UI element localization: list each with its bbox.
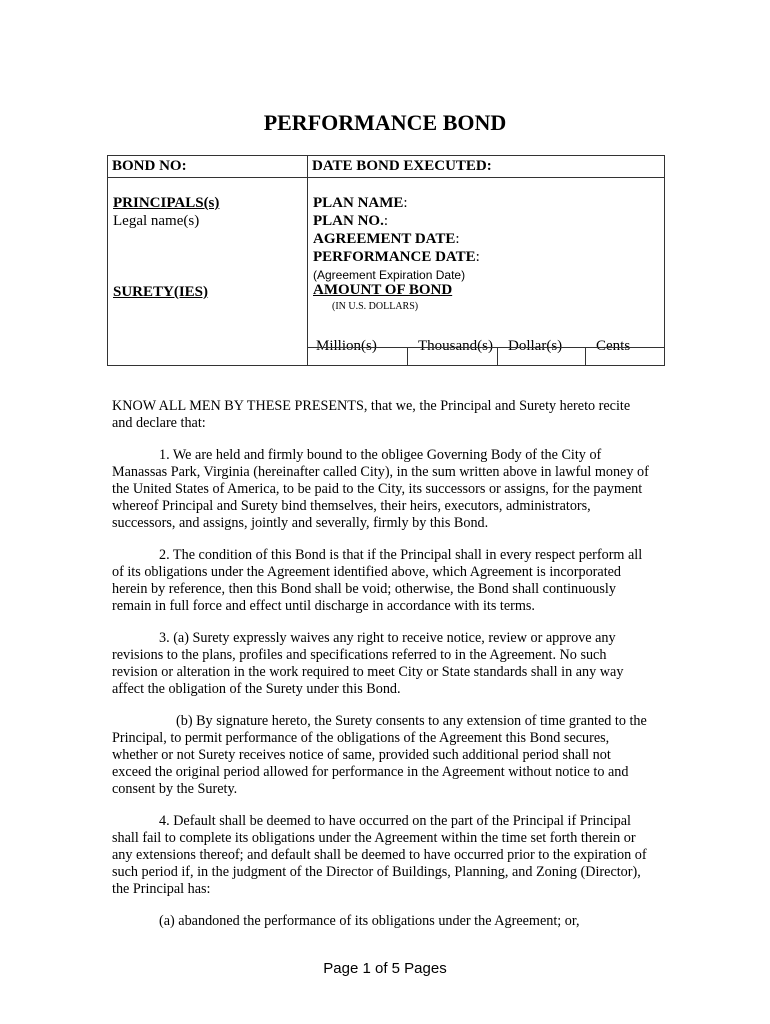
document-title: PERFORMANCE BOND bbox=[263, 110, 507, 135]
cents-label: Cents bbox=[596, 338, 631, 354]
plan-no-label: PLAN NO. bbox=[313, 213, 384, 229]
parties-cell bbox=[108, 178, 308, 366]
agreement-date-line bbox=[313, 231, 460, 248]
paragraph-3a: 3. (a) Surety expressly waives any right to receive notice, review or approve any revisions to the plans, profiles and specifications referred to in the Agreement. No such revision or alteration in the work required to meet City or State standards shall in any way affect the obligation of the Surety under this Bond. bbox=[112, 630, 624, 697]
expiration-note: (Agreement Expiration Date) bbox=[313, 268, 466, 282]
plan-name-label: PLAN NAME bbox=[313, 195, 404, 211]
agreement-date-colon: : bbox=[455, 231, 460, 247]
principals-label: PRINCIPALS(s) bbox=[113, 195, 220, 211]
plan-name-line bbox=[313, 195, 408, 212]
paragraph-3b: (b) By signature hereto, the Surety consents to any extension of time granted to the Principal, to permit performance of the obligations of the Agreement this Bond secures, whether or not Surety receives notice of same, provided such additional period shall not exceed the original period allowed for performance in the Agreement without notice to and consent by the Surety. bbox=[112, 713, 647, 797]
performance-date-colon: : bbox=[475, 249, 480, 265]
plan-details-cell bbox=[308, 178, 665, 366]
date-bond-executed-label: DATE BOND EXECUTED: bbox=[308, 156, 665, 178]
intro-paragraph: KNOW ALL MEN BY THESE PRESENTS, that we, the Principal and Surety hereto recite and declare that: bbox=[112, 398, 631, 431]
page-number: Page 1 of 5 Pages bbox=[323, 960, 447, 977]
bond-no-label: BOND NO: bbox=[108, 156, 308, 178]
legal-names-label: Legal name(s) bbox=[113, 213, 200, 229]
bond-info-table bbox=[107, 155, 665, 366]
paragraph-2: 2. The condition of this Bond is that if the Principal shall in every respect perform all of its obligations under the Agreement identified above, which Agreement is incorporated herein by reference, then this Bond shall be void; otherwise, the Bond shall continuously remain in full force and effect until discharge in accordance with its terms. bbox=[112, 547, 643, 614]
millions-box[interactable] bbox=[307, 348, 408, 366]
plan-no-line bbox=[313, 213, 388, 230]
amount-of-bond-label: AMOUNT OF BOND bbox=[313, 282, 453, 298]
plan-name-colon: : bbox=[403, 195, 408, 211]
millions-label: Million(s) bbox=[316, 338, 377, 354]
paragraph-4: 4. Default shall be deemed to have occurred on the part of the Principal if Principal shall fail to complete its obligations under the Agreement within the time set forth therein or any extensions thereof; and default shall be deemed to have occurred prior to the expiration of such period if, in the judgment of the Director of Buildings, Planning, and Zoning (Director), the Principal has: bbox=[112, 813, 647, 897]
performance-date-label: PERFORMANCE DATE bbox=[313, 249, 476, 265]
agreement-date-label: AGREEMENT DATE bbox=[313, 231, 456, 247]
amount-entry-boxes bbox=[307, 347, 665, 366]
paragraph-1: 1. We are held and firmly bound to the obligee Governing Body of the City of Manassas Park, Virginia (hereinafter called City), in the sum written above in lawful money of the United States of America, to be paid to the City, its successors or assigns, for the payment whereof Principal and Surety bind themselves, their heirs, executors, administrators, successors, and assigns, jointly and severally, firmly by this Bond. bbox=[112, 447, 649, 531]
plan-no-colon: : bbox=[383, 213, 389, 229]
cents-box[interactable] bbox=[586, 348, 665, 366]
dollars-label: Dollar(s) bbox=[508, 338, 563, 354]
sureties-label: SURETY(IES) bbox=[113, 284, 209, 300]
paragraph-4a: (a) abandoned the performance of its obligations under the Agreement; or, bbox=[159, 913, 580, 929]
thousands-label: Thousand(s) bbox=[418, 338, 493, 354]
dollars-box[interactable] bbox=[498, 348, 586, 366]
in-usd-note: (IN U.S. DOLLARS) bbox=[332, 301, 419, 312]
thousands-box[interactable] bbox=[408, 348, 498, 366]
performance-date-line bbox=[313, 249, 480, 266]
bond-body bbox=[112, 398, 652, 945]
